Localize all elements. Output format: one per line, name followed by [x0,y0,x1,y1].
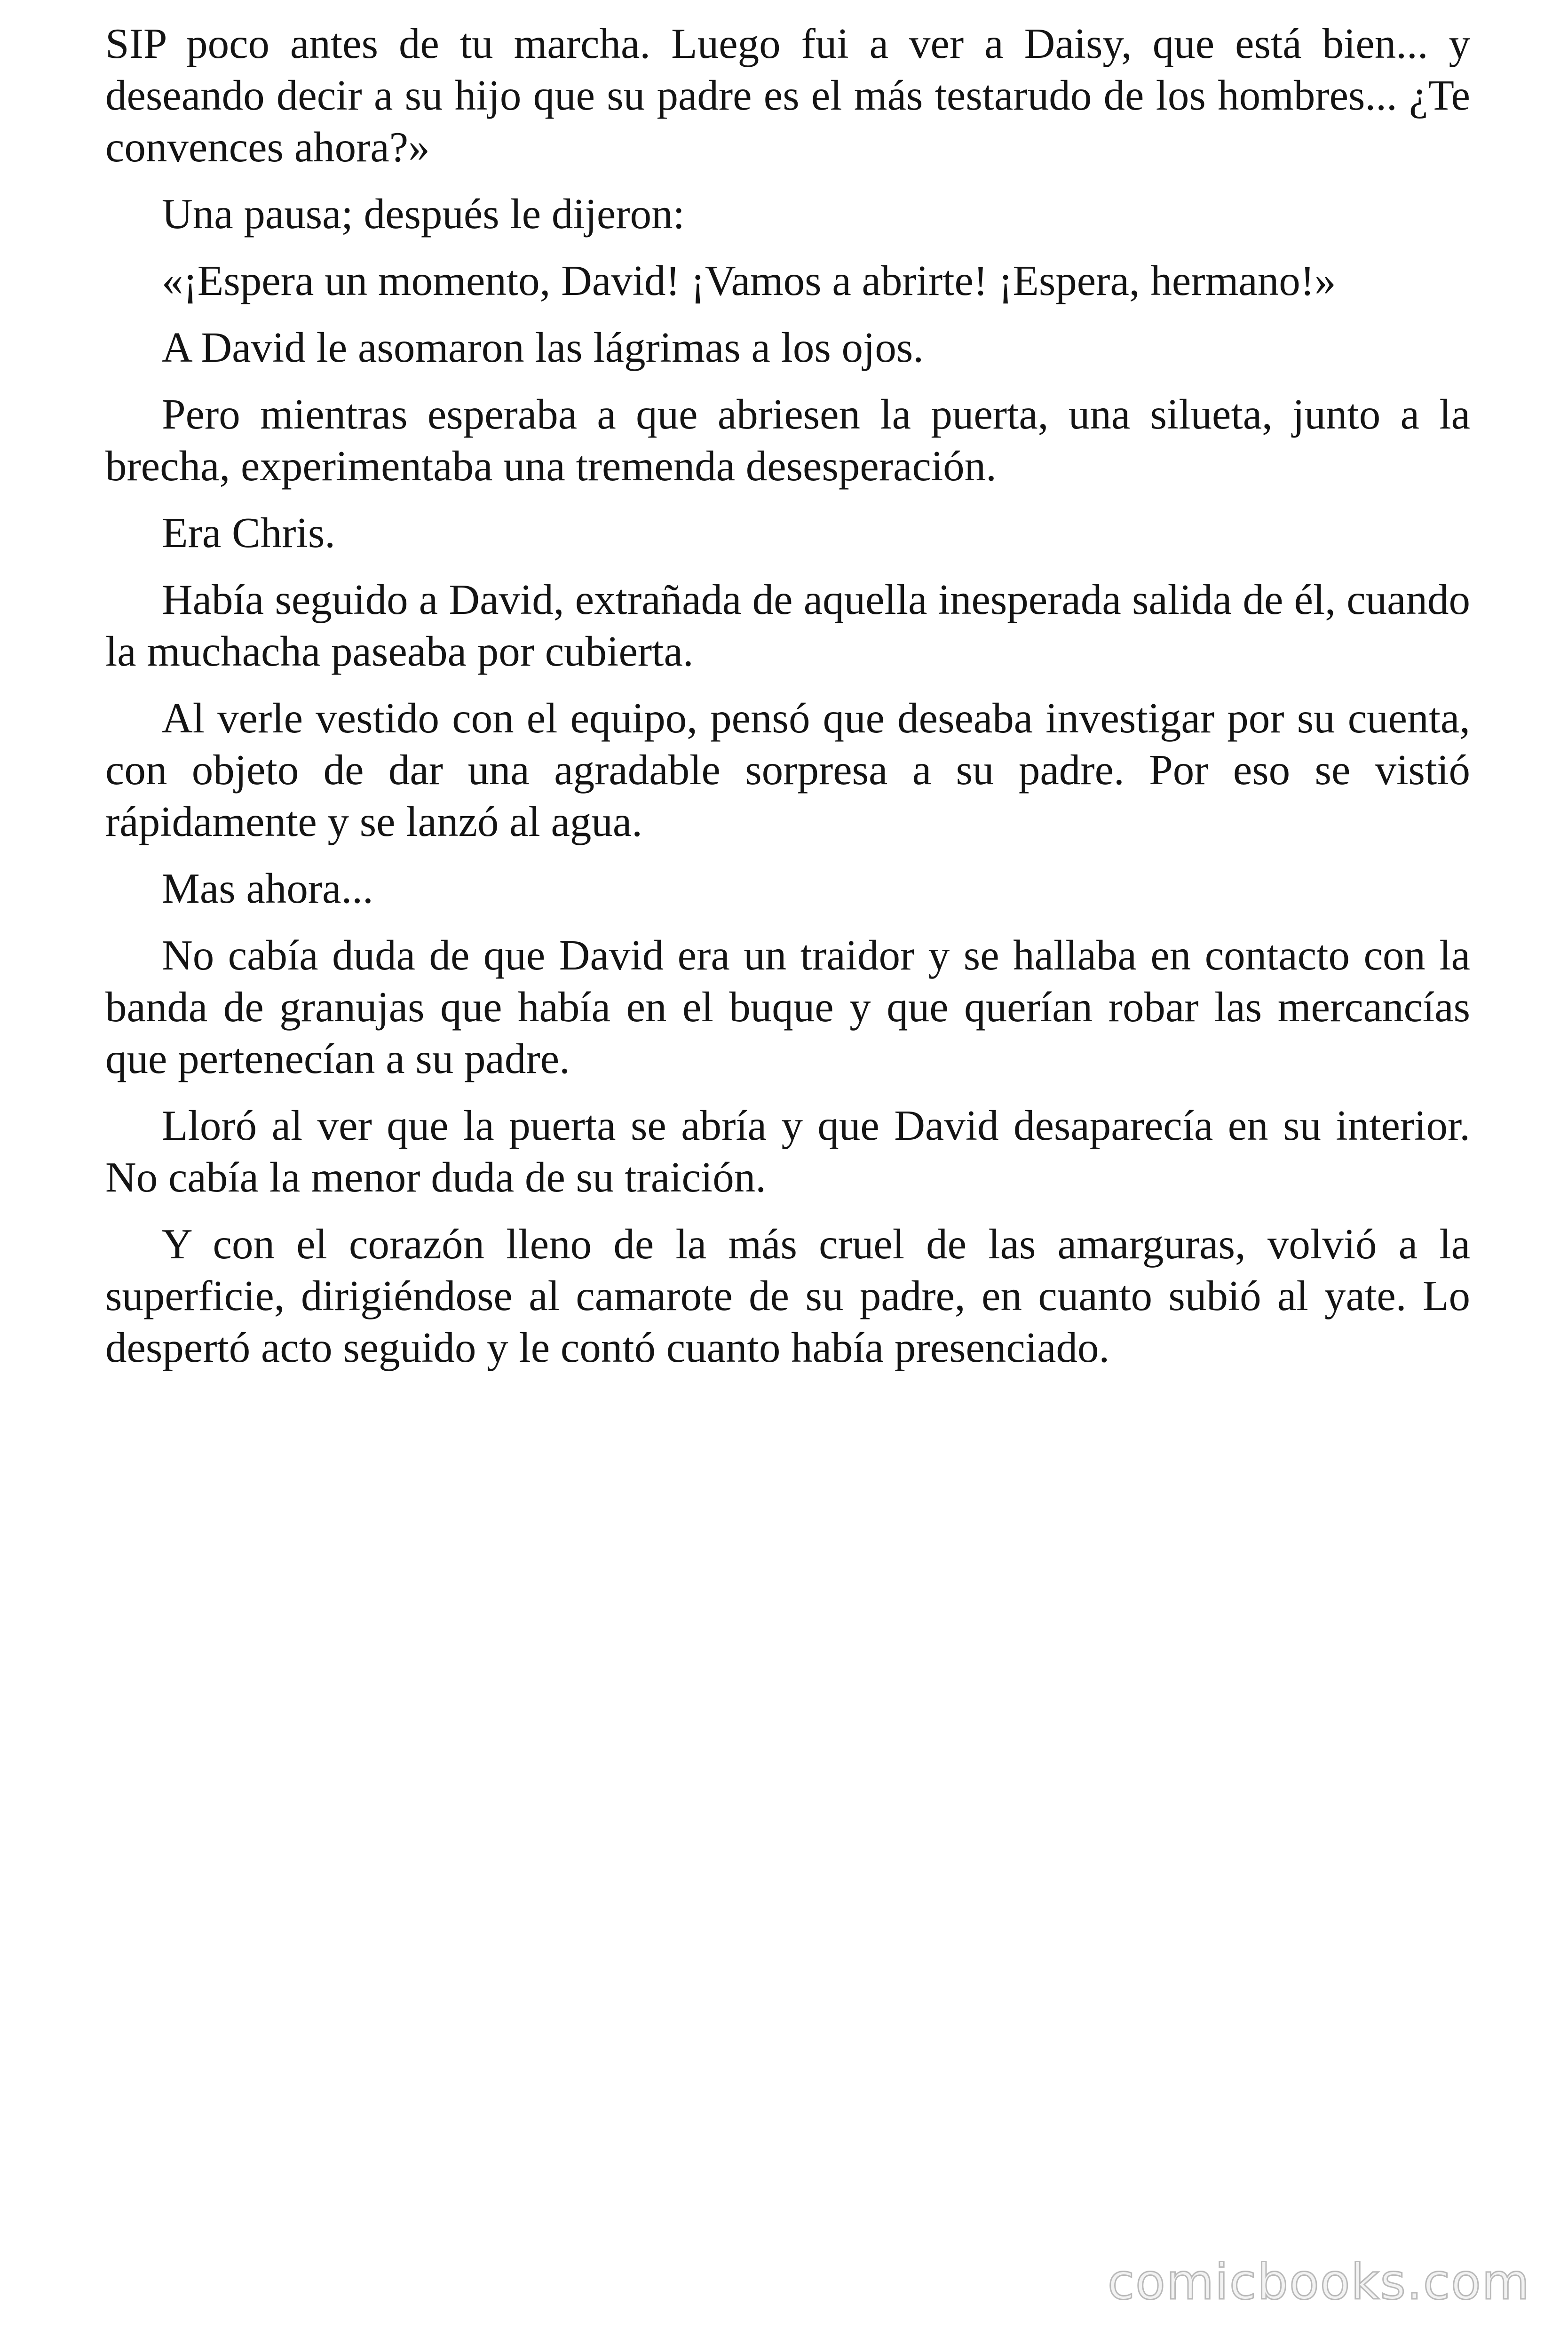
paragraph-4: A David le asomaron las lágrimas a los ojos. [162,324,924,371]
paragraph-9: Mas ahora... [162,865,373,912]
paragraph-8: Al verle vestido con el equipo, pensó que deseaba investigar por su cuenta, con objeto de dar una agradable sorpresa a su padre. Por eso se vistió rápidamente y se lanzó al agua. [105,694,1470,845]
paragraph-10: No cabía duda de que David era un traidor y se hallaba en contacto con la banda de granujas que había en el buque y que querían robar las mercancías que pertenecían a su padre. [105,931,1470,1082]
watermark: comicbooks.com [1107,2253,1530,2311]
paragraph-5: Pero mientras esperaba a que abriesen la puerta, una silueta, junto a la brecha, experimentaba una tremenda desesperación. [105,390,1470,490]
paragraph-11: Lloró al ver que la puerta se abría y que David desaparecía en su interior. No cabía la menor duda de su traición. [105,1102,1470,1201]
paragraph-7: Había seguido a David, extrañada de aquella inesperada salida de él, cuando la muchacha paseaba por cubierta. [105,576,1470,675]
paragraph-1: SIP poco antes de tu marcha. Luego fui a ver a Daisy, que está bien... y deseando decir a su hijo que su padre es el más testarudo de los hombres... ¿Te convences ahora?» [105,20,1470,171]
paragraph-3: «¡Espera un momento, David! ¡Vamos a abrirte! ¡Espera, hermano!» [162,257,1336,304]
paragraph-2: Una pausa; después le dijeron: [162,190,685,238]
body-text [105,18,1470,1389]
paragraph-6: Era Chris. [162,509,335,556]
paragraph-12: Y con el corazón lleno de la más cruel de las amarguras, volvió a la superficie, dirigiéndose al camarote de su padre, en cuanto subió al yate. Lo despertó acto seguido y le contó cuanto había presenciado. [105,1220,1470,1371]
